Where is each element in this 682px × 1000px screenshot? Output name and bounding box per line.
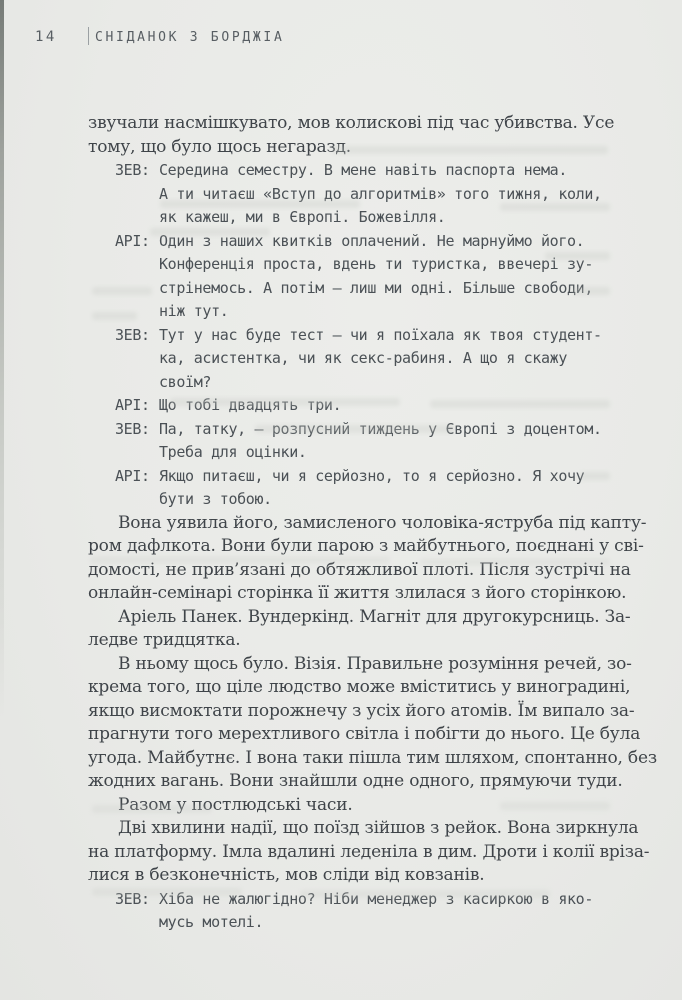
dialogue-line: Конференція проста, вдень ти туристка, ввечері зу- [159, 255, 594, 273]
dialogue-block [115, 230, 610, 324]
prose-line: Вона уявила його, замисленого чоловіка-яструба під капту- [118, 512, 647, 533]
dialogue-line: ніж тут. [159, 302, 229, 320]
dialogue-line [115, 418, 610, 442]
dialogue-line [115, 888, 610, 912]
prose-line: якщо висмоктати порожнечу з усіх його атомів. Їм випало за- [88, 700, 635, 721]
dialogue-block [115, 888, 610, 935]
dialogue-line [115, 394, 610, 418]
dialogue-line: мусь мотелі. [159, 913, 264, 931]
page-number: 14 [35, 29, 57, 45]
prose-line: В ньому щось було. Візія. Правильне розуміння речей, зо- [118, 653, 632, 674]
dialogue-line: ка, асистентка, чи як секс-рабиня. А що я скажу [159, 349, 567, 367]
dialogue-text: Що тобі двадцять три. [159, 396, 342, 414]
speaker-label: ЗЕВ: [115, 419, 150, 438]
speaker-label: АРІ: [115, 396, 150, 414]
speaker-label: ЗЕВ: [115, 161, 150, 179]
dialogue-text: Па, татку, — розпусний тиждень у Європі з доцентом. [159, 419, 602, 438]
dialogue-text: Середина семестру. В мене навіть паспорта нема. [159, 161, 567, 179]
dialogue-line: А ти читаєш «Вступ до алгоритмів» того тижня, коли, [159, 184, 602, 203]
prose-block [88, 606, 631, 653]
dialogue-line: стрінемось. А потім — лиш ми одні. Більше свободи, [159, 278, 594, 297]
prose-line: на платформу. Імла вдалині леденіла в дим. Дроти і колії вріза- [88, 841, 650, 862]
prose-block [88, 653, 657, 794]
dialogue-block [115, 465, 610, 512]
running-header [0, 28, 682, 48]
page-spine-shadow [0, 0, 4, 1000]
speaker-label: АРІ: [115, 466, 150, 485]
speaker-label: АРІ: [115, 231, 150, 250]
prose-line: угода. Майбутнє. І вона таки пішла тим шляхом, спонтанно, без [88, 747, 657, 768]
dialogue-line: Треба для оцінки. [159, 443, 307, 461]
dialogue-text: Один з наших квитків оплачений. Не марнуймо його. [159, 231, 585, 250]
dialogue-block [115, 418, 610, 465]
prose-line: тому, що було щось негаразд. [88, 136, 352, 157]
dialogue-line: бути з тобою. [159, 490, 272, 508]
prose-block [88, 794, 610, 818]
prose-block [88, 512, 647, 606]
prose-line: онлайн-семінарі сторінка її життя злилася з його сторінкою. [88, 583, 627, 603]
dialogue-block [115, 159, 610, 230]
prose-line: крема того, що ціле людство може вміститись у виноградині, [88, 677, 631, 697]
dialogue-text: Якщо питаєш, чи я серйозно, то я серйозно. Я хочу [159, 466, 585, 485]
dialogue-line [115, 230, 610, 254]
dialogue-line [115, 465, 610, 489]
prose-line: лися в безконечність, мов сліди від ковзанів. [88, 865, 485, 885]
prose-line: домості, не прив’язані до обтяжливої плоті. Після зустрічі на [88, 559, 631, 580]
dialogue-block [115, 324, 610, 395]
running-head-rule [88, 27, 89, 45]
prose-line: Дві хвилини надії, що поїзд зійшов з рейок. Вона зиркнула [118, 818, 639, 838]
prose-line: Разом у постлюдські часи. [118, 794, 353, 815]
prose-line: ром дафлкота. Вони були парою з майбутнього, поєднані у сві- [88, 536, 644, 556]
prose-line: прагнути того мерехтливого світла і побігти до нього. Це була [88, 724, 641, 744]
speaker-label: ЗЕВ: [115, 889, 150, 908]
dialogue-line [115, 159, 610, 183]
dialogue-line [115, 324, 610, 348]
text-block [88, 112, 657, 935]
prose-line: жодних вагань. Вони знайшли одне одного, прямуючи туди. [88, 771, 623, 791]
prose-block [88, 112, 615, 159]
prose-line: звучали насмішкувато, мов колискові під час убивства. Усе [88, 113, 615, 133]
dialogue-text: Тут у нас буде тест — чи я поїхала як твоя студент- [159, 325, 602, 344]
dialogue-text: Хіба не жалюгідно? Ніби менеджер з касиркою в яко- [159, 889, 594, 908]
running-head-title: СНІДАНОК З БОРДЖІА [95, 30, 285, 45]
prose-line: ледве тридцятка. [88, 630, 241, 650]
prose-block [88, 817, 650, 888]
dialogue-block [115, 394, 610, 418]
dialogue-line: своїм? [159, 372, 212, 391]
prose-line: Аріель Панек. Вундеркінд. Магніт для другокурсниць. За- [118, 606, 631, 627]
speaker-label: ЗЕВ: [115, 325, 150, 344]
dialogue-line: як кажеш, ми в Європі. Божевілля. [159, 208, 446, 226]
